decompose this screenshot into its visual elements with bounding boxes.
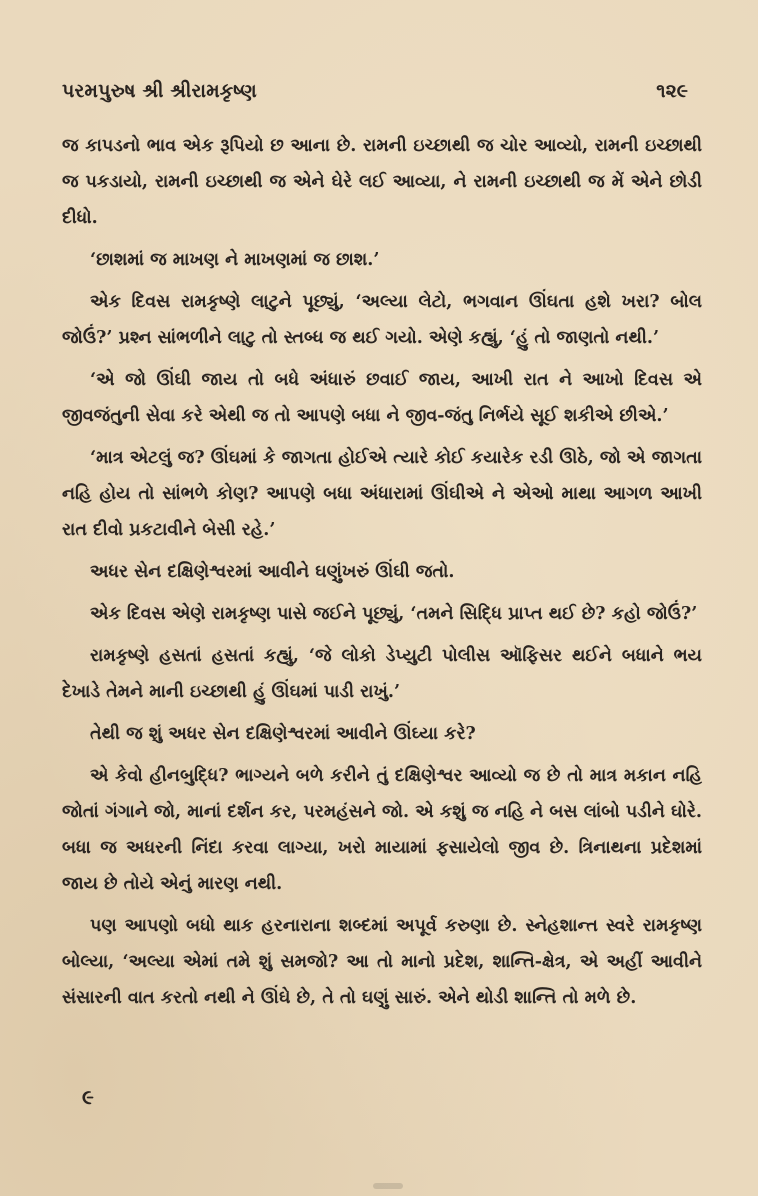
running-title: પરમપુરુષ શ્રી શ્રીરામકૃષ્ણ (62, 80, 257, 102)
paragraph: ‘માત્ર એટલું જ? ઊંઘમાં કે જાગતા હોઈએ ત્યારે કોઈ કયારેક રડી ઊઠે, જો એ જાગતા નહિ હોય તો સાંભળે કોણ? આપણે બધા અંધારામાં ઊંઘીએ ને એઓ માથા આગળ આખી રાત દીવો પ્રકટાવીને બેસી રહે.’ (62, 448, 702, 540)
paragraph: અધર સેન દક્ષિણેશ્વરમાં આવીને ઘણુંખરું ઊંઘી જતો. (90, 562, 455, 582)
paper-smudge (373, 1183, 403, 1189)
running-head (62, 80, 688, 112)
paragraph: એક દિવસ રામકૃષ્ણે લાટુને પૂછ્યું, ‘અલ્યા લેટો, ભગવાન ઊંઘતા હશે ખરા? બોલ જોઉં?’ પ્રશ્ન સાંભળીને લાટુ તો સ્તબ્ધ જ થઈ ગયો. એણે કહ્યું, ‘હું તો જાણતો નથી.’ (62, 292, 702, 348)
signature-mark: ૯ (82, 1085, 94, 1109)
paragraph: પણ આપણો બધો થાક હરનારાના શબ્દમાં અપૂર્વ કરુણા છે. સ્નેહશાન્ત સ્વરે રામકૃષ્ણ બોલ્યા, ‘અલ્યા એમાં તમે શું સમજો? આ તો માનો પ્રદેશ, શાન્તિ-ક્ષેત્ર, એ અહીં આવીને સંસારની વાત કરતો નથી ને ઊંઘે છે, તે તો ઘણું સારું. એને થોડી શાન્તિ તો મળે છે. (62, 916, 702, 1008)
page-number: ૧૨૯ (656, 80, 688, 102)
paragraph: રામકૃષ્ણે હસતાં હસતાં કહ્યું, ‘જે લોકો ડેપ્યુટી પોલીસ ઑફિસર થઈને બધાને ભય દેખાડે તેમને માની ઇચ્છાથી હું ઊંઘમાં પાડી રાખું.’ (62, 646, 702, 702)
paragraph-continuation: જ કાપડનો ભાવ એક રૂપિયો છ આના છે. રામની ઇચ્છાથી જ ચોર આવ્યો, રામની ઇચ્છાથી જ પકડાયો, રામની ઇચ્છાથી જ એને ઘેરે લઈ આવ્યા, ને રામની ઇચ્છાથી જ મેં એને છોડી દીધો. (62, 136, 702, 228)
paragraph: તેથી જ શું અધર સેન દક્ષિણેશ્વરમાં આવીને ઊંઘ્યા કરે? (90, 724, 476, 744)
paragraph: ‘છાશમાં જ માખણ ને માખણમાં જ છાશ.’ (90, 250, 380, 270)
paragraph: એ કેવો હીનબુદ્ધિ? ભાગ્યને બળે કરીને તું દક્ષિણેશ્વર આવ્યો જ છે તો માત્ર મકાન નહિ જોતાં ગંગાને જો, માનાં દર્શન કર, પરમહંસને જો. એ કશું જ નહિ ને બસ લાંબો પડીને ઘોરે. બધા જ અધરની નિંદા કરવા લાગ્યા, ખરો માયામાં ફસાયેલો જીવ છે. ત્રિનાથના પ્રદેશમાં જાય છે તોયે એનું મારણ નથી. (62, 766, 702, 894)
body-text (62, 128, 702, 1022)
paragraph: ‘એ જો ઊંઘી જાય તો બધે અંધારું છવાઈ જાય, આખી રાત ને આખો દિવસ એ જીવજંતુની સેવા કરે એથી જ તો આપણે બધા ને જીવ-જંતુ નિર્ભયે સૂઈ શકીએ છીએ.’ (62, 370, 702, 426)
paragraph: એક દિવસ એણે રામકૃષ્ણ પાસે જઈને પૂછ્યું, ‘તમને સિદ્ધિ પ્રાપ્ત થઈ છે? કહો જોઉં?’ (90, 604, 698, 624)
